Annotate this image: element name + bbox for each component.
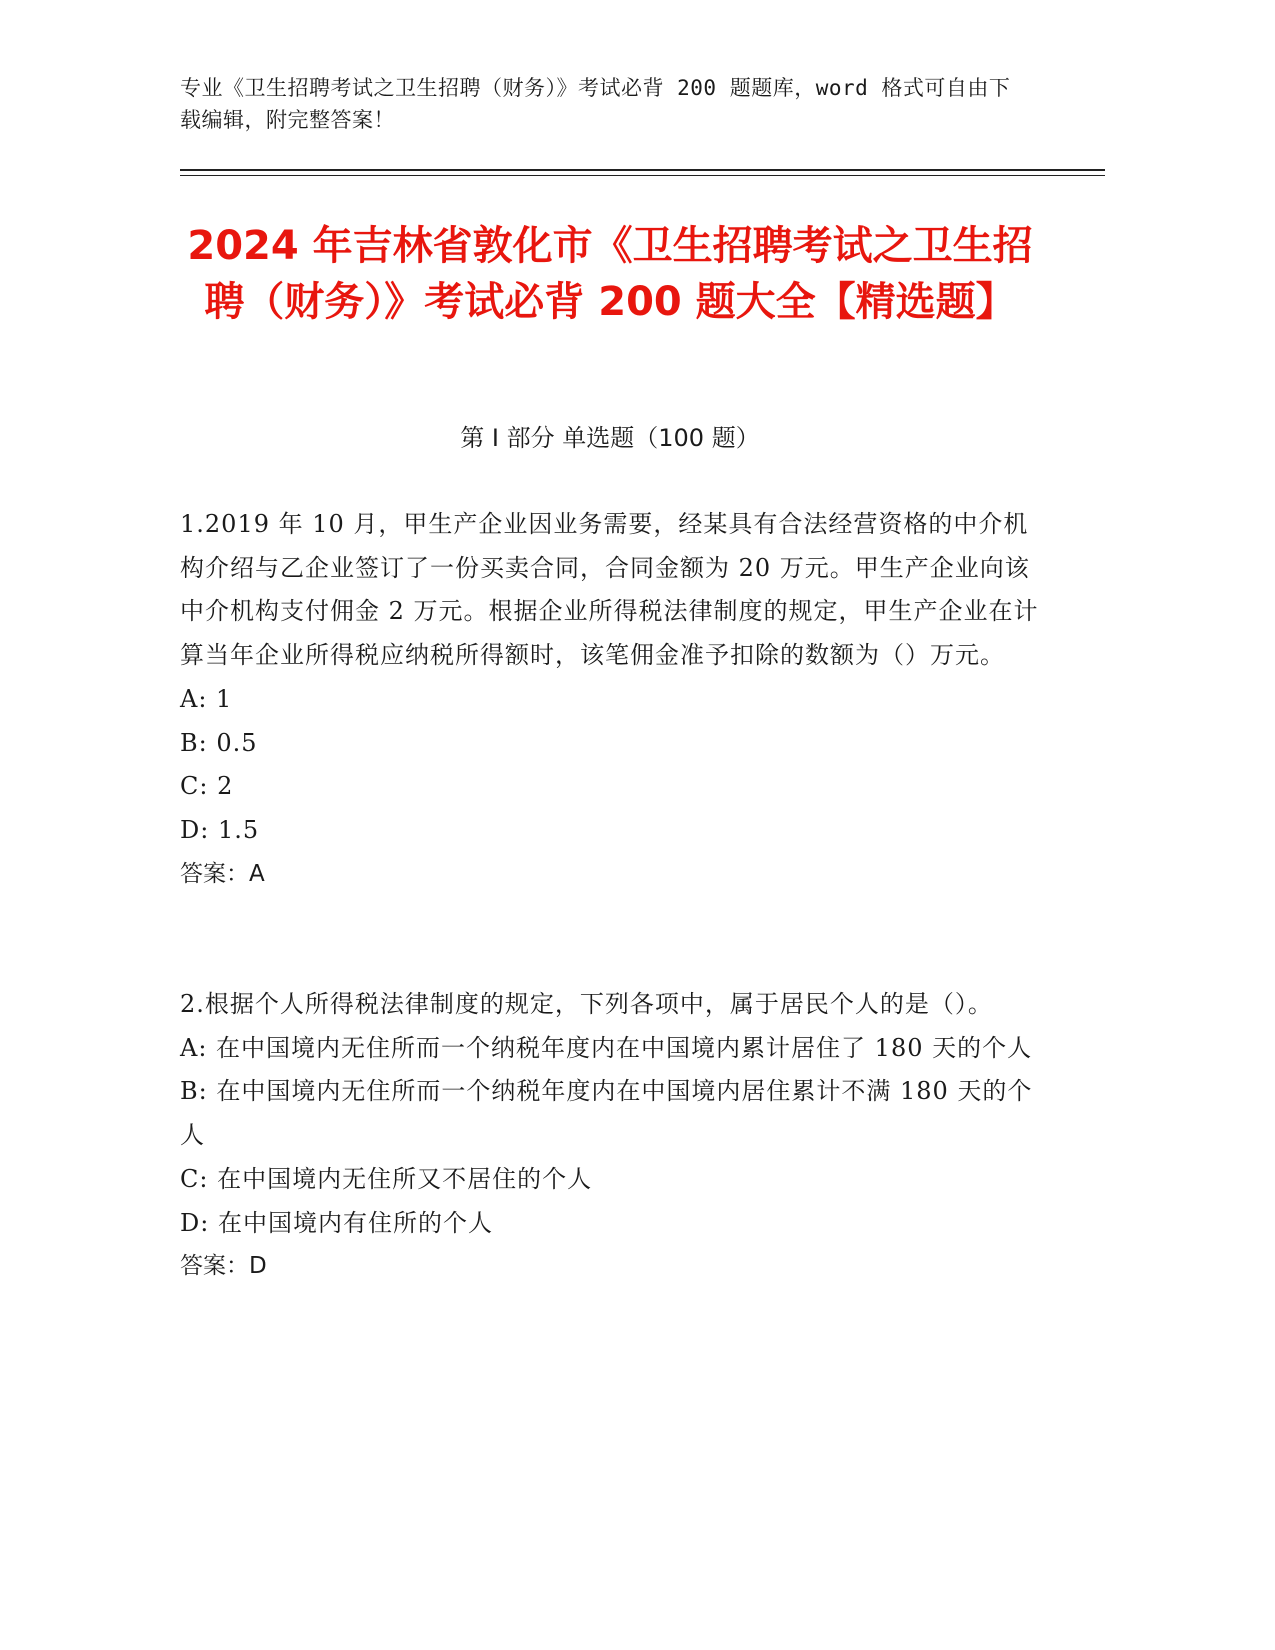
question-2 (180, 983, 1040, 1289)
header-divider-thin (180, 175, 1105, 176)
section-heading: 第 I 部分 单选题（100 题） (460, 424, 760, 452)
option-b: B: 在中国境内无住所而一个纳税年度内在中国境内居住累计不满 180 天的个人 (180, 1077, 1033, 1150)
option-a: A: 1 (180, 684, 233, 713)
document-title: 2024 年吉林省敦化市《卫生招聘考试之卫生招聘（财务）》考试必背 200 题大全【精选题】 (187, 223, 1033, 325)
option-a: A: 在中国境内无住所而一个纳税年度内在中国境内累计居住了 180 天的个人 (180, 1033, 1033, 1062)
header-note: 专业《卫生招聘考试之卫生招聘（财务）》考试必背 200 题题库，word 格式可自由下载编辑，附完整答案！ (180, 76, 1011, 132)
question-1 (180, 503, 1040, 896)
question-stem: 1.2019 年 10 月，甲生产企业因业务需要，经某具有合法经营资格的中介机构介绍与乙企业签订了一份买卖合同，合同金额为 20 万元。甲生产企业向该中介机构支付佣金 2 万元。根据企业所得税法律制度的规定，甲生产企业在计算当年企业所得税应纳税所得额时，该笔佣金准予扣除的数额为（）万元。 (180, 510, 1039, 670)
option-d: D: 1.5 (180, 815, 260, 844)
option-d: D: 在中国境内有住所的个人 (180, 1208, 493, 1237)
option-b: B: 0.5 (180, 728, 258, 757)
option-c: C: 在中国境内无住所又不居住的个人 (180, 1164, 593, 1193)
answer-line: 答案：D (180, 1253, 267, 1280)
header-divider-thick (180, 169, 1105, 171)
answer-line: 答案：A (180, 860, 265, 887)
option-c: C: 2 (180, 772, 234, 801)
question-stem: 2.根据个人所得税法律制度的规定，下列各项中，属于居民个人的是（）。 (180, 990, 993, 1018)
